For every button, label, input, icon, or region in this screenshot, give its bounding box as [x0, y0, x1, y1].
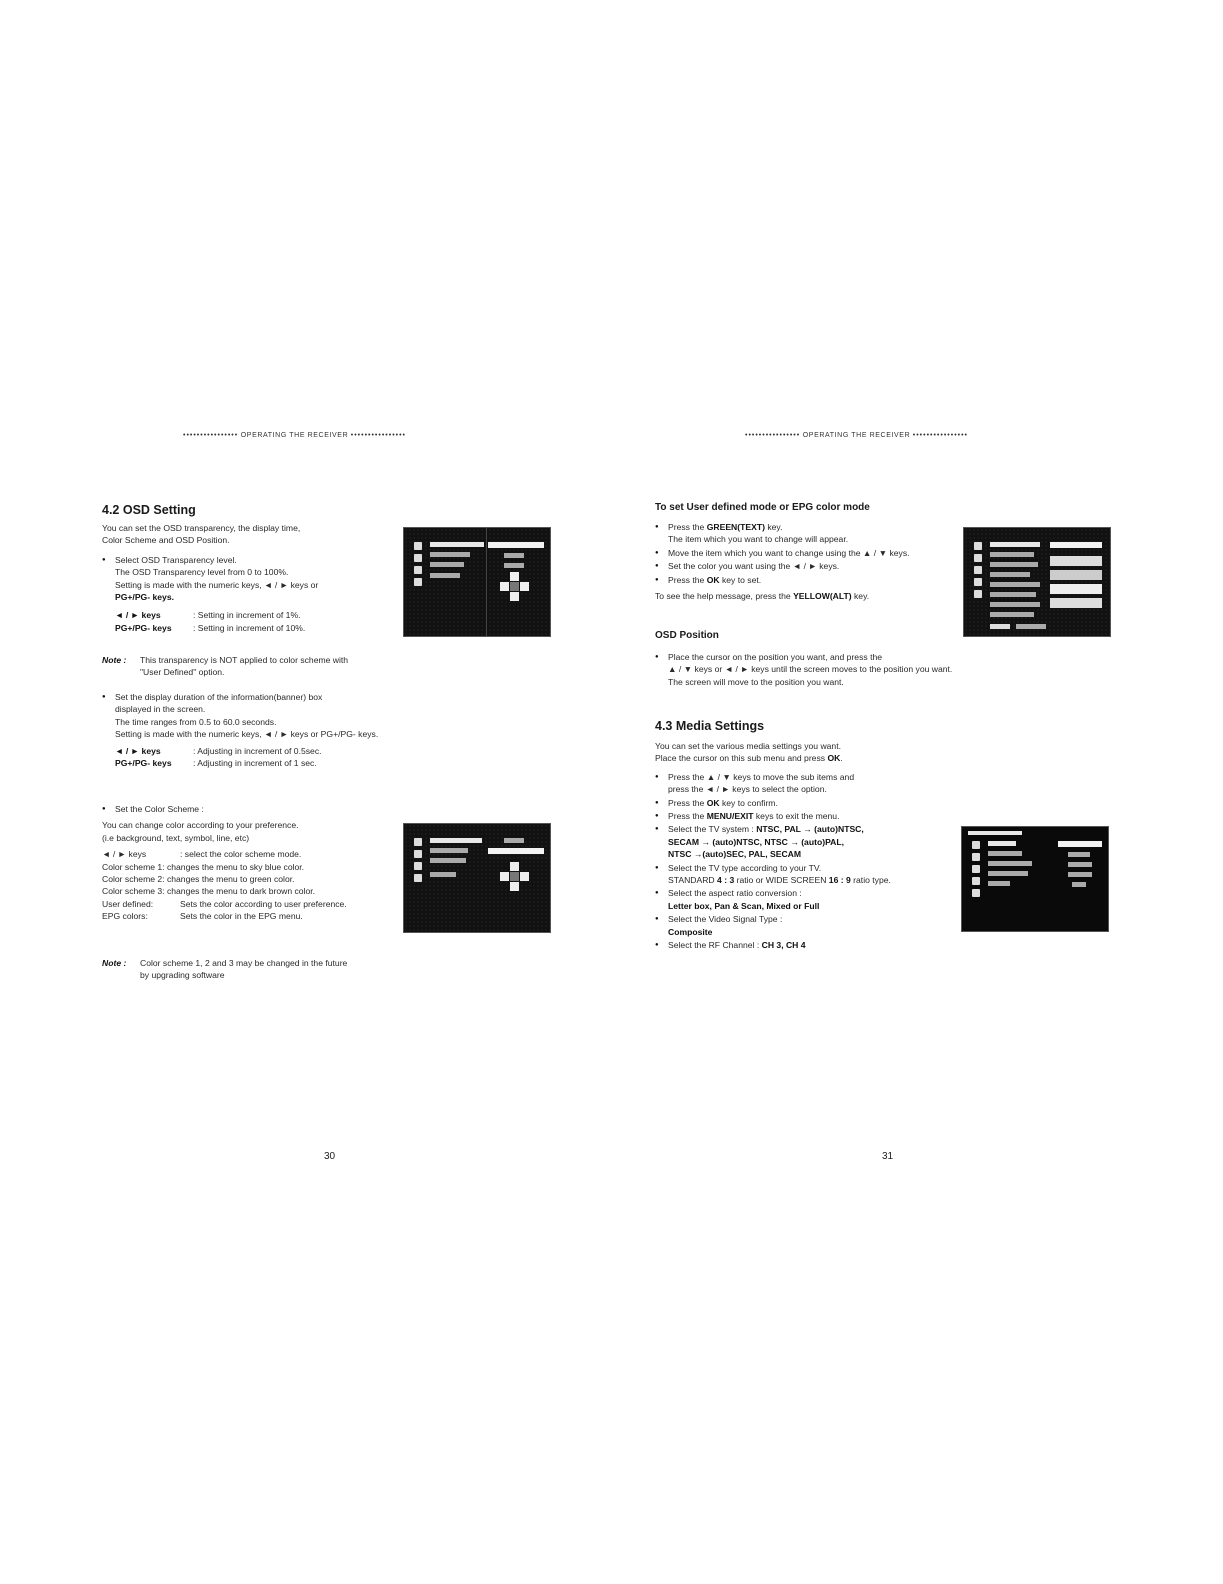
running-header-right: •••••••••••••••• OPERATING THE RECEIVER •••••••••••••••• [745, 432, 968, 439]
note-color-scheme: Note : Color scheme 1, 2 and 3 may be changed in the future by upgrading software [102, 958, 348, 981]
osd-screenshot-user-defined [963, 527, 1111, 637]
color-scheme: ● Set the Color Scheme : You can change color according to your preference. (i.e background, text, symbol, line, etc) ◄ / ► keys : select the color scheme mode. Color scheme 1: changes the menu to sky blue color. Color scheme 2: changes the menu to green color. Color scheme 3: changes the menu to dark brown color. User defined: Sets the color according to user preference. EPG colors: Sets the color in the EPG menu. [102, 802, 412, 923]
osd-screenshot-color-scheme [403, 823, 551, 933]
display-duration: ● Set the display duration of the information(banner) box displayed in the screen. The time ranges from 0.5 to 60.0 seconds. Setting is made with the numeric keys, ◄ / ► keys or PG+/PG- keys. ◄ / ► keys : Adjusting in increment of 0.5sec. PG+/PG- keys : Adjusting in increment of 1 sec. [102, 690, 462, 769]
transparency-bullet: ● Select OSD Transparency level. [102, 554, 402, 566]
position-dpad-icon [500, 862, 530, 892]
osd-screenshot-media-settings [961, 826, 1109, 932]
media-settings-text: You can set the various media settings you want. Place the cursor on this sub menu and press OK. ● Press the ▲ / ▼ keys to move the sub items and press the ◄ / ► keys to select the option. ● Press the OK key to confirm. ● Press the MENU/EXIT keys to exit the menu. ● Select the TV system : NTSC, PAL → (auto)NTSC, SECAM → (auto)NTSC, NTSC → (auto)PAL, NTSC →(auto)SEC, PAL, SECAM ● Select the TV type according to your TV. STANDARD 4 : 3 ratio or WIDE SCREEN 16 : 9 ratio type. ● Select the aspect ratio conversion : Letter box, Pan & Scan, Mixed or Full ● Select the Video Signal Type : Composite ● Select the RF Channel : CH 3, CH 4 [655, 740, 965, 952]
osd-screenshot-transparency [403, 527, 551, 637]
section-title-media-settings: 4.3 Media Settings [655, 719, 765, 733]
note-transparency: Note : This transparency is NOT applied to color scheme with "User Defined" option. [102, 655, 349, 678]
position-dpad-icon [500, 572, 530, 602]
menu-icon-column [414, 838, 424, 886]
osd-position-text: ● Place the cursor on the position you want, and press the ▲ / ▼ keys or ◄ / ► keys until the screen moves to the position you want. The screen will move to the position you want. [655, 650, 1055, 688]
page-number-right: 31 [882, 1151, 894, 1162]
page-number-left: 30 [324, 1151, 336, 1162]
osd-position-title: OSD Position [655, 630, 719, 641]
osd-intro: You can set the OSD transparency, the display time, Color Scheme and OSD Position. ● Select OSD Transparency level. The OSD Transparency level from 0 to 100%. Setting is made with the numeric keys, ◄ / ► keys or PG+/PG- keys. ◄ / ► keys : Setting in increment of 1%. PG+/PG- keys : Setting in increment of 10%. [102, 522, 402, 634]
section-title-osd-setting: 4.2 OSD Setting [102, 503, 196, 517]
running-header-left: •••••••••••••••• OPERATING THE RECEIVER •••••••••••••••• [183, 432, 406, 439]
right-page [612, 0, 1223, 1584]
user-mode-steps: ● Press the GREEN(TEXT) key. The item which you want to change will appear. ● Move the item which you want to change using the ▲ / ▼ keys. ● Set the color you want using the ◄ / ► keys. ● Press the OK key to set. To see the help message, press the YELLOW(ALT) key. [655, 520, 985, 602]
user-mode-title: To set User defined mode or EPG color mode [655, 502, 870, 513]
menu-icon-column [972, 841, 982, 901]
menu-icon-column [414, 542, 424, 590]
menu-icon-column [974, 542, 984, 602]
